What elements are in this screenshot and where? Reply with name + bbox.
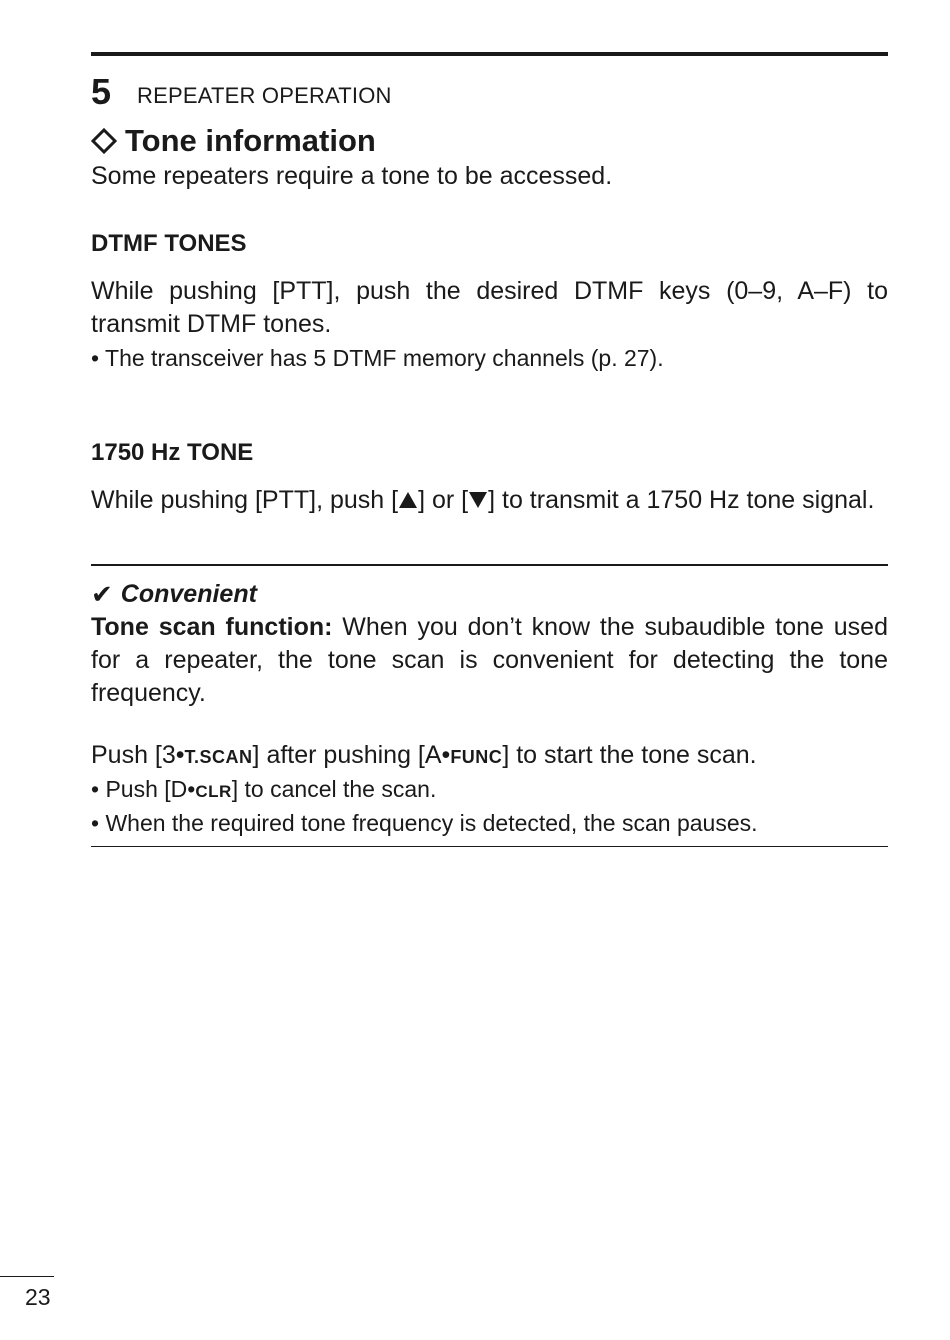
tone1750-body bbox=[91, 484, 888, 517]
section-title bbox=[91, 122, 376, 160]
chapter-title: REPEATER OPERATION bbox=[137, 83, 392, 108]
tone1750-text-2: ] or [ bbox=[418, 486, 469, 514]
dtmf-body: While pushing [PTT], push the desired DTMF keys (0–9, A–F) to transmit DTMF tones. bbox=[91, 277, 888, 338]
convenient-bottom-rule bbox=[91, 846, 888, 847]
section-intro: Some repeaters require a tone to be accessed. bbox=[91, 162, 613, 190]
tone-scan-description bbox=[91, 611, 888, 710]
tone1750-heading: 1750 Hz TONE bbox=[91, 439, 254, 466]
hollow-diamond-icon bbox=[91, 128, 117, 154]
chapter-header bbox=[91, 66, 392, 112]
cancel-text-2: ] to cancel the scan. bbox=[231, 776, 437, 802]
checkmark-icon: ✔ bbox=[91, 579, 113, 609]
chapter-number: 5 bbox=[91, 71, 112, 112]
push-text-2: ] after pushing [A• bbox=[252, 741, 451, 769]
up-triangle-icon bbox=[398, 491, 418, 509]
push-text-1: Push [3• bbox=[91, 741, 185, 769]
section-title-text: Tone information bbox=[125, 123, 376, 158]
down-triangle-icon bbox=[468, 491, 488, 509]
scan-pause-note: • When the required tone frequency is detected, the scan pauses. bbox=[91, 810, 758, 836]
key-func-label: FUNC bbox=[450, 747, 503, 767]
tone-scan-instruction bbox=[91, 739, 888, 774]
dtmf-heading: DTMF TONES bbox=[91, 230, 247, 257]
convenient-top-rule bbox=[91, 564, 888, 566]
page-number: 23 bbox=[25, 1284, 51, 1310]
tone1750-text-3: ] to transmit a 1750 Hz tone signal. bbox=[488, 486, 875, 514]
push-text-3: ] to start the tone scan. bbox=[502, 741, 757, 769]
key-clr-label: CLR bbox=[195, 782, 232, 801]
page-number-rule bbox=[0, 1276, 54, 1277]
convenient-heading-text: Convenient bbox=[120, 580, 257, 608]
tone-scan-body: When you don’t know the subaudible tone used for a repeater, the tone scan is convenient for detecting the tone frequency. bbox=[91, 613, 888, 707]
convenient-heading bbox=[91, 578, 257, 610]
cancel-scan-note bbox=[91, 774, 888, 807]
cancel-text-1: • Push [D• bbox=[91, 776, 196, 802]
tone-scan-lead: Tone scan function: bbox=[91, 613, 333, 641]
tone1750-text-1: While pushing [PTT], push [ bbox=[91, 486, 399, 514]
header-rule bbox=[91, 52, 888, 56]
dtmf-note: • The transceiver has 5 DTMF memory channels (p. 27). bbox=[91, 345, 664, 371]
key-tscan-label: T.SCAN bbox=[184, 747, 253, 767]
